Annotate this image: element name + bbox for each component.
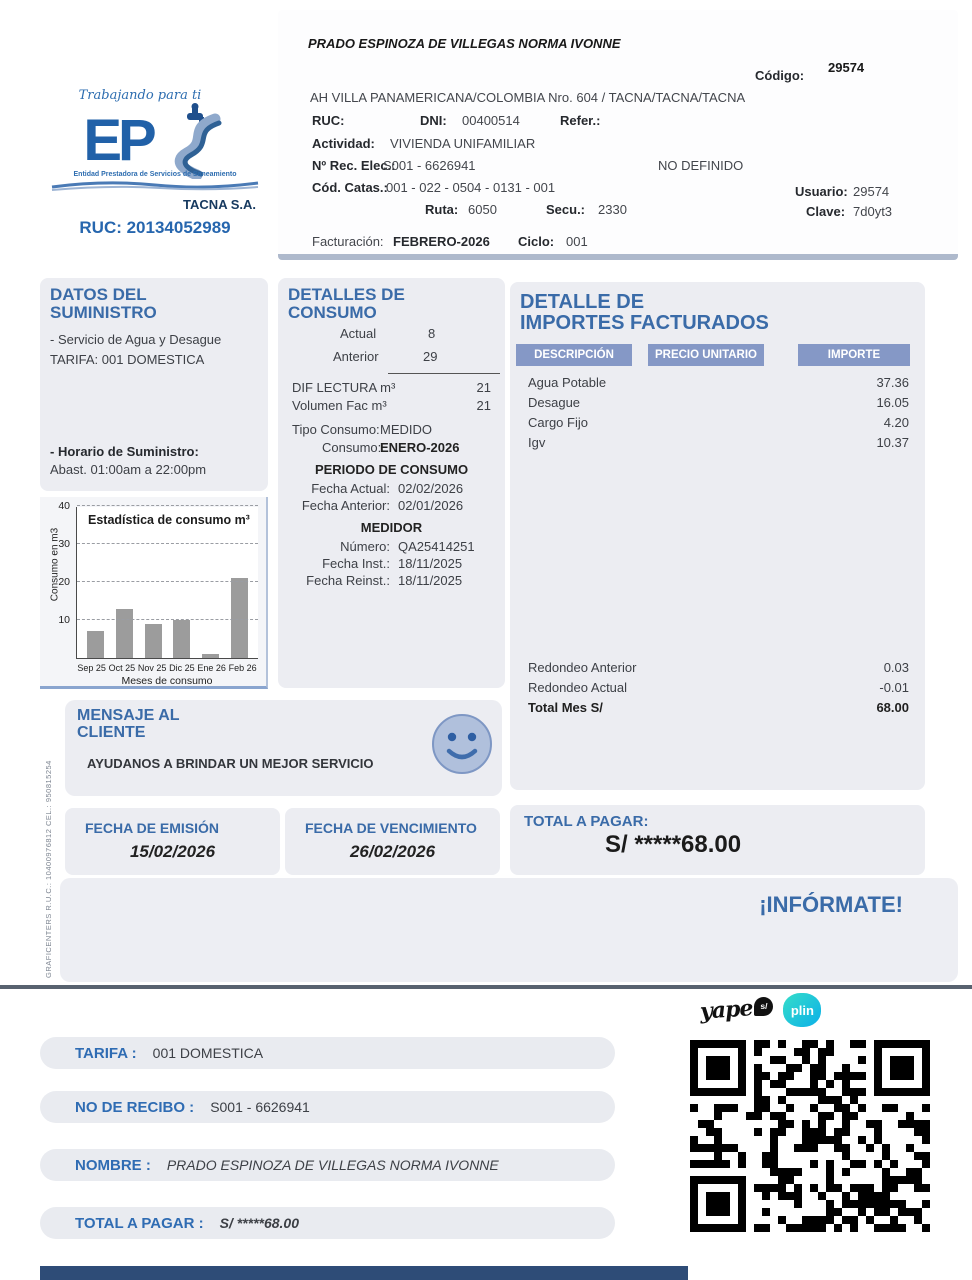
secu-value: 2330 [598, 202, 627, 217]
table-row: Desague 16.05 [528, 395, 909, 410]
logo-subtitle: Entidad Prestadora de Servicios de Saneamiento [73, 171, 237, 178]
tarifa-line: TARIFA: 001 DOMESTICA [50, 352, 205, 367]
codigo-label: Código: [755, 68, 805, 83]
fecha-inst-value: 18/11/2025 [398, 556, 463, 571]
facturacion-value: FEBRERO-2026 [393, 234, 490, 249]
chart-plot-area [76, 507, 258, 659]
dni-label: DNI: [420, 113, 447, 128]
customer-name: PRADO ESPINOZA DE VILLEGAS NORMA IVONNE [308, 36, 621, 51]
recibo-row-value: S001 - 6626941 [210, 1099, 310, 1115]
divider [388, 373, 500, 374]
printer-credit-vertical-text: GRAFICENTERS R.U.C.: 10400976812 CEL.: 950815254 [44, 760, 53, 978]
cod-catas-value: 001 - 022 - 0504 - 0131 - 001 [386, 180, 556, 195]
rec-elec-label: Nº Rec. Elec.: [312, 158, 396, 173]
plin-logo: plin [783, 993, 821, 1027]
payment-qr-code [690, 1040, 930, 1232]
consumo-title: DETALLES DE CONSUMO [288, 285, 405, 322]
cod-catas-label: Cód. Catas.: [312, 180, 388, 195]
table-row: Cargo Fijo 4.20 [528, 415, 909, 430]
mensaje-cliente-box [65, 700, 502, 796]
horario-label: - Horario de Suministro: [50, 444, 199, 459]
usuario-label: Usuario: [795, 184, 848, 199]
importes-facturados-box [510, 282, 925, 790]
column-header-descripcion: DESCRIPCIÓN [516, 344, 632, 366]
bar [173, 620, 190, 658]
dif-lectura-value: 21 [476, 380, 491, 395]
total-row [40, 1207, 615, 1239]
logo-tagline: Trabajando para ti [78, 88, 202, 103]
tarifa-row-value: 001 DOMESTICA [152, 1045, 264, 1061]
bar [145, 624, 162, 658]
mensaje-title: MENSAJE AL CLIENTE [77, 707, 180, 741]
fecha-inst-label: Fecha Inst.: [322, 556, 390, 571]
refer-label: Refer.: [560, 113, 601, 128]
chart-x-axis-label: Meses de consumo [121, 675, 213, 687]
actividad-label: Actividad: [312, 136, 375, 151]
y-tick-label: 40 [58, 500, 70, 512]
yape-soles-bubble: s/ [754, 997, 773, 1016]
customer-header-box [278, 10, 958, 260]
servicio-line: - Servicio de Agua y Desague [50, 332, 222, 347]
total-mes-row: Total Mes S/ 68.00 [528, 700, 909, 715]
ruta-value: 6050 [468, 202, 497, 217]
clave-value: 7d0yt3 [853, 204, 893, 219]
ruc-label: RUC: [312, 113, 345, 128]
table-row: Redondeo Anterior 0.03 [528, 660, 909, 675]
rec-elec-value: S001 - 6626941 [383, 158, 476, 173]
logo-brand-text: EP [83, 108, 153, 173]
lectura-actual-value: 8 [428, 326, 436, 341]
actividad-value: VIVIENDA UNIFAMILIAR [390, 136, 536, 151]
chart-bars [77, 506, 258, 658]
ruta-label: Ruta: [425, 202, 459, 217]
x-tick-label: Nov 25 [137, 663, 167, 673]
tipo-consumo-value: MEDIDO [380, 422, 432, 437]
tarifa-row-label: TARIFA : [75, 1044, 137, 1062]
consumption-chart [40, 497, 268, 689]
volumen-fac-label: Volumen Fac m³ [292, 398, 387, 413]
logo-ruc: RUC: 20134052989 [79, 218, 231, 237]
table-row: Agua Potable 37.36 [528, 375, 909, 390]
y-tick-label: 20 [58, 576, 70, 588]
chart-y-axis-label: Consumo en m3 [49, 527, 61, 602]
fecha-vencimiento-label: FECHA DE VENCIMIENTO [305, 820, 477, 836]
lectura-actual-label: Actual [340, 326, 377, 341]
mes-consumo-label: Consumo: [322, 440, 382, 455]
informate-text: ¡INFÓRMATE! [759, 892, 903, 917]
mensaje-body: AYUDANOS A BRINDAR UN MEJOR SERVICIO [87, 756, 374, 771]
y-tick-label: 10 [58, 614, 70, 626]
no-definido: NO DEFINIDO [658, 158, 744, 173]
codigo-value: 29574 [828, 60, 865, 75]
nombre-row-label: NOMBRE : [75, 1156, 151, 1174]
recibo-row [40, 1091, 615, 1123]
customer-address: AH VILLA PANAMERICANA/COLOMBIA Nro. 604 / TACNA/TACNA/TACNA [310, 90, 746, 105]
dni-value: 00400514 [462, 113, 520, 128]
fecha-emision-label: FECHA DE EMISIÓN [85, 820, 220, 836]
chart-title: Estadística de consumo m³ [88, 513, 250, 527]
tipo-consumo-label: Tipo Consumo: [292, 422, 380, 437]
y-tick-label: 30 [58, 538, 70, 550]
payment-logos [700, 993, 821, 1027]
periodo-title: PERIODO DE CONSUMO [314, 462, 469, 477]
dif-lectura-label: DIF LECTURA m³ [292, 380, 396, 395]
yape-logo: yape s/ [700, 997, 773, 1023]
x-tick-label: Oct 25 [108, 663, 136, 673]
total-row-value: S/ *****68.00 [219, 1215, 300, 1231]
lectura-anterior-value: 29 [423, 349, 438, 364]
detalles-consumo-box [278, 278, 505, 688]
table-row: Igv 10.37 [528, 435, 909, 450]
fecha-vencimiento-value: 26/02/2026 [349, 842, 436, 861]
chart-x-tick-labels [76, 663, 258, 673]
smiley-face-icon [430, 712, 494, 776]
water-swoosh-icon [153, 103, 227, 179]
secu-label: Secu.: [546, 202, 586, 217]
fecha-actual-label: Fecha Actual: [311, 481, 390, 496]
fecha-reinst-value: 18/11/2025 [398, 573, 463, 588]
table-row: Redondeo Actual -0.01 [528, 680, 909, 695]
clave-label: Clave: [806, 204, 846, 219]
tarifa-row [40, 1037, 615, 1069]
total-row-label: TOTAL A PAGAR : [75, 1214, 204, 1232]
medidor-numero-label: Número: [340, 539, 390, 554]
importes-title: DETALLE DE IMPORTES FACTURADOS [520, 291, 769, 334]
nombre-row [40, 1149, 615, 1181]
fecha-vencimiento-box [285, 808, 500, 875]
nombre-row-value: PRADO ESPINOZA DE VILLEGAS NORMA IVONNE [166, 1157, 499, 1173]
lectura-anterior-label: Anterior [333, 349, 379, 364]
x-tick-label: Ene 26 [197, 663, 226, 673]
datos-title: DATOS DEL SUMINISTRO [50, 285, 157, 322]
informate-box [60, 878, 958, 982]
x-tick-label: Dic 25 [169, 663, 195, 673]
x-tick-label: Feb 26 [228, 663, 257, 673]
logo-company: TACNA S.A. [183, 197, 256, 212]
gridline [77, 505, 258, 506]
column-header-precio-unitario: PRECIO UNITARIO [648, 344, 764, 366]
medidor-title: MEDIDOR [360, 520, 423, 535]
gridline [77, 619, 258, 620]
fecha-anterior-value: 02/01/2026 [398, 498, 464, 513]
column-header-importe: IMPORTE [798, 344, 910, 366]
volumen-fac-value: 21 [476, 398, 491, 413]
fecha-actual-value: 02/02/2026 [398, 481, 464, 496]
recibo-row-label: NO DE RECIBO : [75, 1098, 195, 1116]
facturacion-label: Facturación: [312, 234, 384, 249]
usuario-value: 29574 [853, 184, 890, 199]
fecha-emision-value: 15/02/2026 [129, 842, 216, 861]
datos-suministro-box [40, 278, 268, 491]
ciclo-label: Ciclo: [518, 234, 555, 249]
medidor-numero-value: QA25414251 [398, 539, 475, 554]
total-a-pagar-value: S/ *****68.00 [605, 831, 742, 858]
total-a-pagar-label: TOTAL A PAGAR: [524, 813, 649, 830]
bar [202, 654, 219, 658]
x-tick-label: Sep 25 [77, 663, 106, 673]
bar [116, 609, 133, 658]
section-divider [0, 985, 972, 989]
fecha-reinst-label: Fecha Reinst.: [306, 573, 390, 588]
horario-value: Abast. 01:00am a 22:00pm [50, 462, 207, 477]
bar [87, 631, 104, 658]
gridline [77, 581, 258, 582]
mes-consumo-value: ENERO-2026 [380, 440, 460, 455]
logo-brand [40, 103, 270, 177]
ciclo-value: 001 [566, 234, 588, 249]
bottom-accent-bar [40, 1266, 688, 1280]
eps-logo [40, 88, 270, 238]
wave-icon [50, 179, 260, 191]
fecha-emision-box [65, 808, 280, 875]
fecha-anterior-label: Fecha Anterior: [301, 498, 390, 513]
gridline [77, 543, 258, 544]
total-a-pagar-box [510, 805, 925, 875]
